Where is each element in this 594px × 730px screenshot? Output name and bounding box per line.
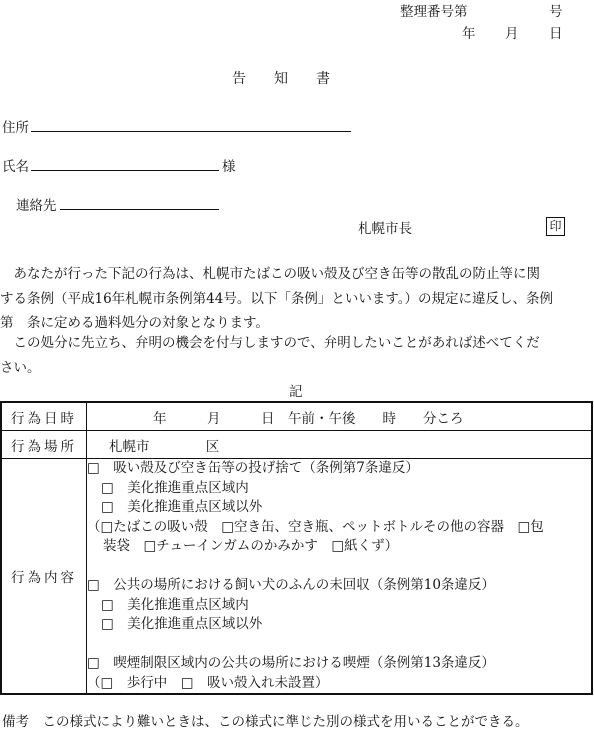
honorific: 様: [222, 159, 236, 175]
ki-heading: 記: [289, 384, 303, 400]
issuer-title: 札幌市長: [358, 221, 412, 237]
notice-paragraph-1: [0, 262, 594, 336]
checkbox-smoking[interactable]: □ 喫煙制限区域内の公共の場所における喫煙（条例第13条違反）: [87, 655, 495, 671]
place-city: 札幌市: [109, 438, 150, 455]
name-label: 氏名: [2, 159, 29, 175]
address-label: 住所: [2, 120, 29, 136]
remarks-note: 備考 この様式により難いときは、この様式に準じた別の様式を用いることができる。: [2, 714, 529, 730]
place-label: 行為場所: [1, 431, 87, 459]
littering-items-line: 装袋 □チューインガムのかみかす □紙くず）: [103, 538, 399, 554]
datetime-text: 年 月 日 午前・午後 時 分ころ: [153, 410, 464, 427]
spacer: [87, 635, 591, 655]
checkbox-littering-outside-zone[interactable]: □ 美化推進重点区域以外: [101, 499, 263, 515]
datetime-label: 行為日時: [1, 402, 87, 431]
checkbox-littering[interactable]: □ 吸い殻及び空き缶等の投げ捨て（条例第7条違反）: [87, 460, 419, 476]
contact-line: [60, 209, 219, 210]
notice-paragraph-2: [0, 331, 594, 380]
paragraph-line: する条例（平成16年札幌市条例第44号。以下「条例」といいます。）の規定に違反し、条例: [0, 290, 554, 307]
checkbox-dog-waste[interactable]: □ 公共の場所における飼い犬のふんの未回収（条例第10条違反）: [87, 577, 495, 593]
table-row: [1, 431, 592, 459]
table-row: [1, 402, 592, 431]
smoking-detail-line[interactable]: （□ 歩行中 □ 吸い殻入れ未設置）: [87, 674, 329, 691]
spacer: [87, 557, 591, 577]
paragraph-line: 第 条に定める過料処分の対象となります。: [0, 315, 269, 331]
checkbox-dog-waste-inside-zone[interactable]: □ 美化推進重点区域内: [101, 596, 249, 613]
contact-label: 連絡先: [16, 198, 57, 214]
document-title: 告 知 書: [232, 71, 330, 87]
paragraph-line: あなたが行った下記の行為は、札幌市たばこの吸い殻及び空き缶等の散乱の防止等に関: [0, 266, 540, 282]
reference-number-suffix: 号: [549, 4, 563, 20]
seal-stamp: 印: [546, 217, 565, 236]
violation-details-table: [0, 401, 593, 695]
date-year: 年: [462, 26, 476, 42]
address-line: [31, 131, 351, 132]
datetime-value: [87, 402, 593, 431]
place-value: [87, 431, 593, 459]
table-row: [1, 459, 592, 695]
place-ward: 区: [205, 438, 220, 455]
date-month: 月: [505, 26, 519, 42]
content-value: [87, 459, 593, 695]
content-label: 行為内容: [1, 459, 87, 695]
paragraph-line: さい。: [0, 359, 41, 376]
date-day: 日: [549, 26, 563, 42]
reference-number-label: 整理番号第: [400, 4, 468, 20]
littering-items-line: （□たばこの吸い殻 □空き缶、空き瓶、ペットボトルその他の容器 □包: [87, 518, 544, 535]
checkbox-littering-inside-zone[interactable]: □ 美化推進重点区域内: [101, 479, 249, 496]
name-line: [31, 170, 219, 171]
paragraph-line: この処分に先立ち、弁明の機会を付与しますので、弁明したいことがあれば述べてくだ: [0, 335, 540, 351]
checkbox-dog-waste-outside-zone[interactable]: □ 美化推進重点区域以外: [101, 616, 263, 632]
